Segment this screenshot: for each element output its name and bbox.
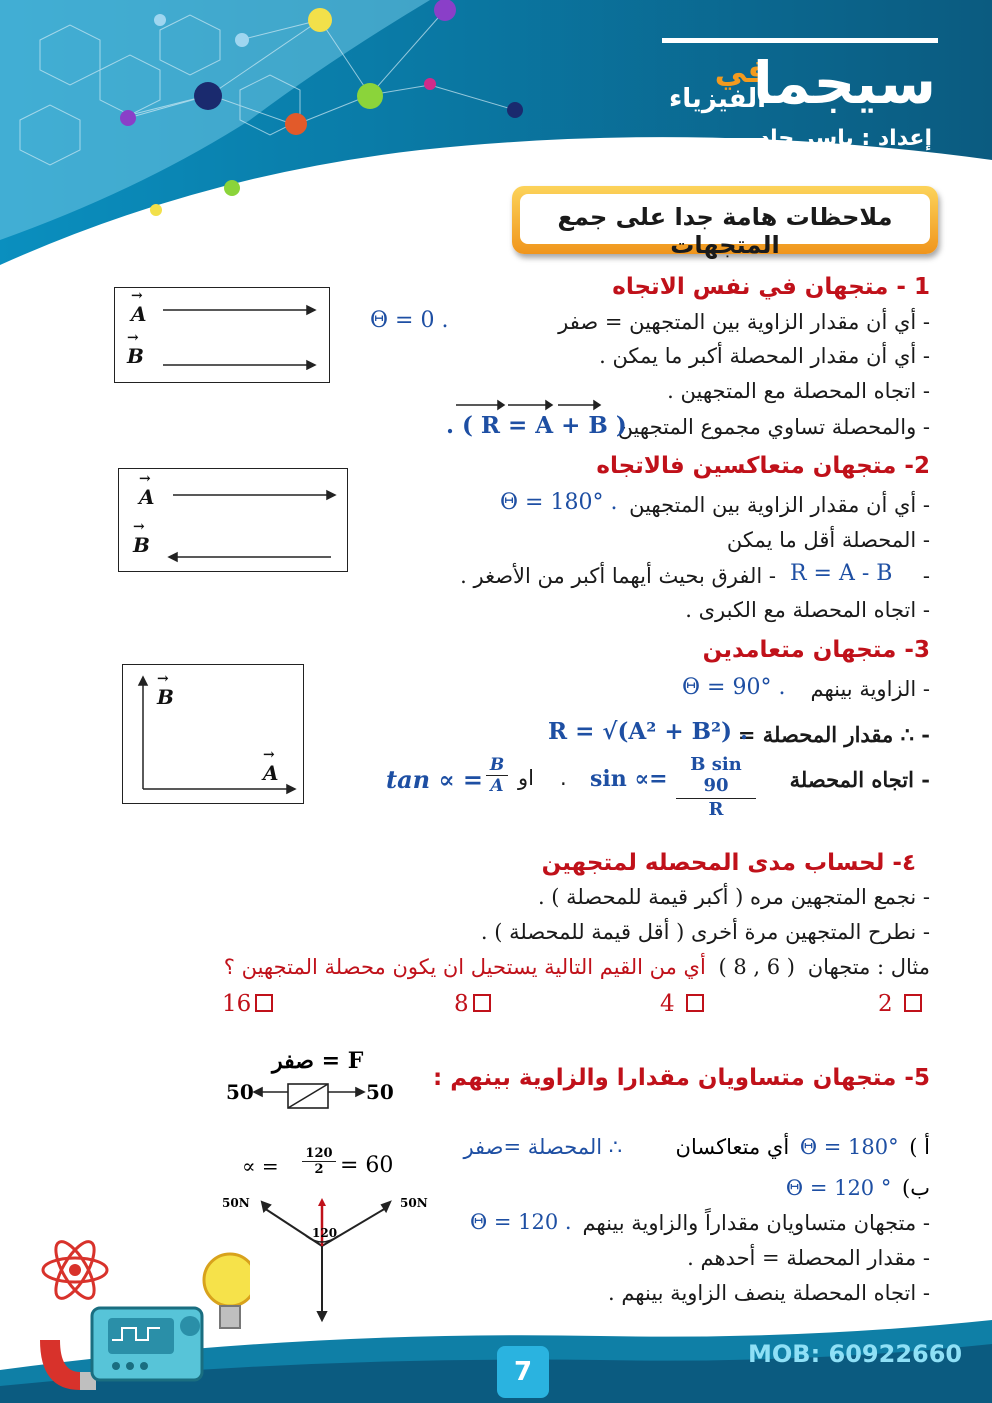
s5-line-1: - متجهان متساويان مقداراً والزاوية بينهم — [582, 1211, 930, 1235]
section-5-title: 5- متجهان متساويان مقدارا والزاوية بينهم : — [433, 1065, 930, 1091]
s2-line-3: - الفرق بحيث أيهما أكبر من الأصغر . — [460, 564, 776, 588]
section-4-title: ٤- لحساب مدى المحصله لمتجهين — [541, 850, 916, 876]
s5-line-3: - اتجاه المحصلة ينصف الزاوية بينهم . — [607, 1281, 930, 1305]
option-2[interactable]: 2 — [878, 991, 922, 1017]
s2-line-2: - المحصلة أقل ما يمكن — [726, 528, 930, 552]
tan-denominator: A — [490, 776, 504, 796]
vector-a-label: → A — [139, 485, 155, 509]
s2-line-1: - أي أن مقدار الزاوية بين المتجهين — [629, 493, 930, 517]
s4-example: مثال : متجهان ( 8 , 6 ) أي من القيم التالية يستحيل ان يكون محصلة المتجهين ؟ — [223, 955, 930, 979]
s2-diagram — [118, 468, 348, 572]
s1-line-4: - والمحصلة تساوي مجموع المتجهين — [617, 415, 930, 439]
s1-line-2: - أي أن مقدار المحصلة أكبر ما يمكن . — [599, 344, 930, 368]
s3-line-1: - الزاوية بينهم — [810, 677, 930, 701]
banner-title: ملاحظات هامة جدا على جمع المتجهات — [557, 203, 893, 259]
s1-line-1: - أي أن مقدار الزاوية بين المتجهين = صفر — [558, 310, 930, 334]
s5-a: أ ) Θ = 180° أي متعاكسان ∴ المحصلة =صفر — [463, 1135, 930, 1159]
vector-a-label: → A — [263, 761, 279, 785]
s1-eq-1: Θ = 0 . — [370, 308, 449, 333]
s2-line-4: - اتجاه المحصلة مع الكبرى . — [685, 598, 930, 622]
section-2-title: 2- متجهان متعاكسين فالاتجاه — [596, 453, 930, 479]
brand-title: سيجما — [752, 49, 936, 117]
vector-b-label: → B — [157, 685, 174, 709]
sin-fraction — [676, 754, 756, 820]
s3-diagram — [122, 664, 304, 804]
or-word: او — [518, 766, 534, 790]
sin-denominator: R — [708, 799, 724, 820]
mobile-number: MOB: 60922660 — [748, 1340, 963, 1368]
s1-arrows — [155, 300, 325, 370]
s2-eq-diff: R = A - B — [790, 561, 893, 586]
tan-numerator: B — [486, 755, 508, 776]
s5-eq-1: Θ = 120 . — [470, 1210, 572, 1234]
sin-numerator: B sin 90 — [676, 754, 756, 799]
s5-line-2: - مقدار المحصلة = أحدهم . — [687, 1246, 930, 1270]
tan-formula-lhs: tan ∝ = — [386, 765, 484, 794]
s4-line-1: - نجمع المتجهين مره ( أكبر قيمة للمحصلة ) . — [537, 885, 930, 909]
section-1-title: 1 - متجهان في نفس الاتجاه — [612, 274, 930, 300]
vector-a-label: → A — [131, 302, 147, 326]
s3-eq-1: Θ = 90° . — [682, 675, 786, 700]
vector-b-label: → B — [133, 533, 150, 557]
sin-formula-lhs: sin ∝= — [590, 766, 668, 792]
s2-eq-1: Θ = 180° . — [500, 490, 618, 515]
fig-alpha-fraction: 120 2 — [302, 1146, 336, 1177]
s3-eq-magnitude: R = √(A² + B²) . — [548, 718, 749, 745]
vector-b-label: → B — [127, 344, 144, 368]
fig-alpha-value: = 60 — [340, 1153, 394, 1178]
science-illustration — [20, 1230, 250, 1400]
page-number: 7 — [497, 1346, 549, 1398]
fig-force-label: F = صفر — [272, 1048, 364, 1074]
option-8[interactable]: 8 — [454, 991, 491, 1017]
s1-eq-sum: . ( R = A + B ) — [446, 412, 627, 439]
s3-line-3: - اتجاه المحصلة — [789, 767, 930, 792]
fig-50n-left: 50N — [222, 1196, 250, 1210]
author-credit: إعداد : ياسر جاد — [758, 126, 932, 151]
fig-50n-right: 50N — [400, 1196, 428, 1210]
fig-angle-label: 120 — [312, 1226, 338, 1240]
s3-line-2: - ∴ مقدار المحصلة = — [737, 722, 930, 747]
s2-arrows — [163, 483, 343, 563]
brand-prefix: في — [714, 52, 768, 90]
s1-diagram — [114, 287, 330, 383]
section-3-title: 3- متجهان متعامدين — [702, 637, 930, 663]
s1-line-3: - اتجاه المحصلة مع المتجهين . — [667, 379, 930, 403]
brand-subtitle: الفيزياء — [669, 84, 766, 114]
s1-eq-arrows — [454, 398, 604, 412]
fig-alpha-lhs: ∝ = — [242, 1154, 279, 1178]
fig-right-force: 50 — [366, 1080, 394, 1104]
s5-b: ب) Θ = 120 ° — [785, 1176, 930, 1200]
option-16[interactable]: 16 — [222, 991, 273, 1017]
fig-left-force: 50 — [226, 1080, 254, 1104]
option-4[interactable]: 4 — [660, 991, 704, 1017]
tan-fraction — [486, 755, 508, 796]
fig-opposite-forces — [250, 1078, 370, 1114]
s4-line-2: - نطرح المتجهين مرة أخرى ( أقل قيمة للمحصلة ) . — [480, 920, 930, 944]
title-banner — [512, 186, 938, 259]
